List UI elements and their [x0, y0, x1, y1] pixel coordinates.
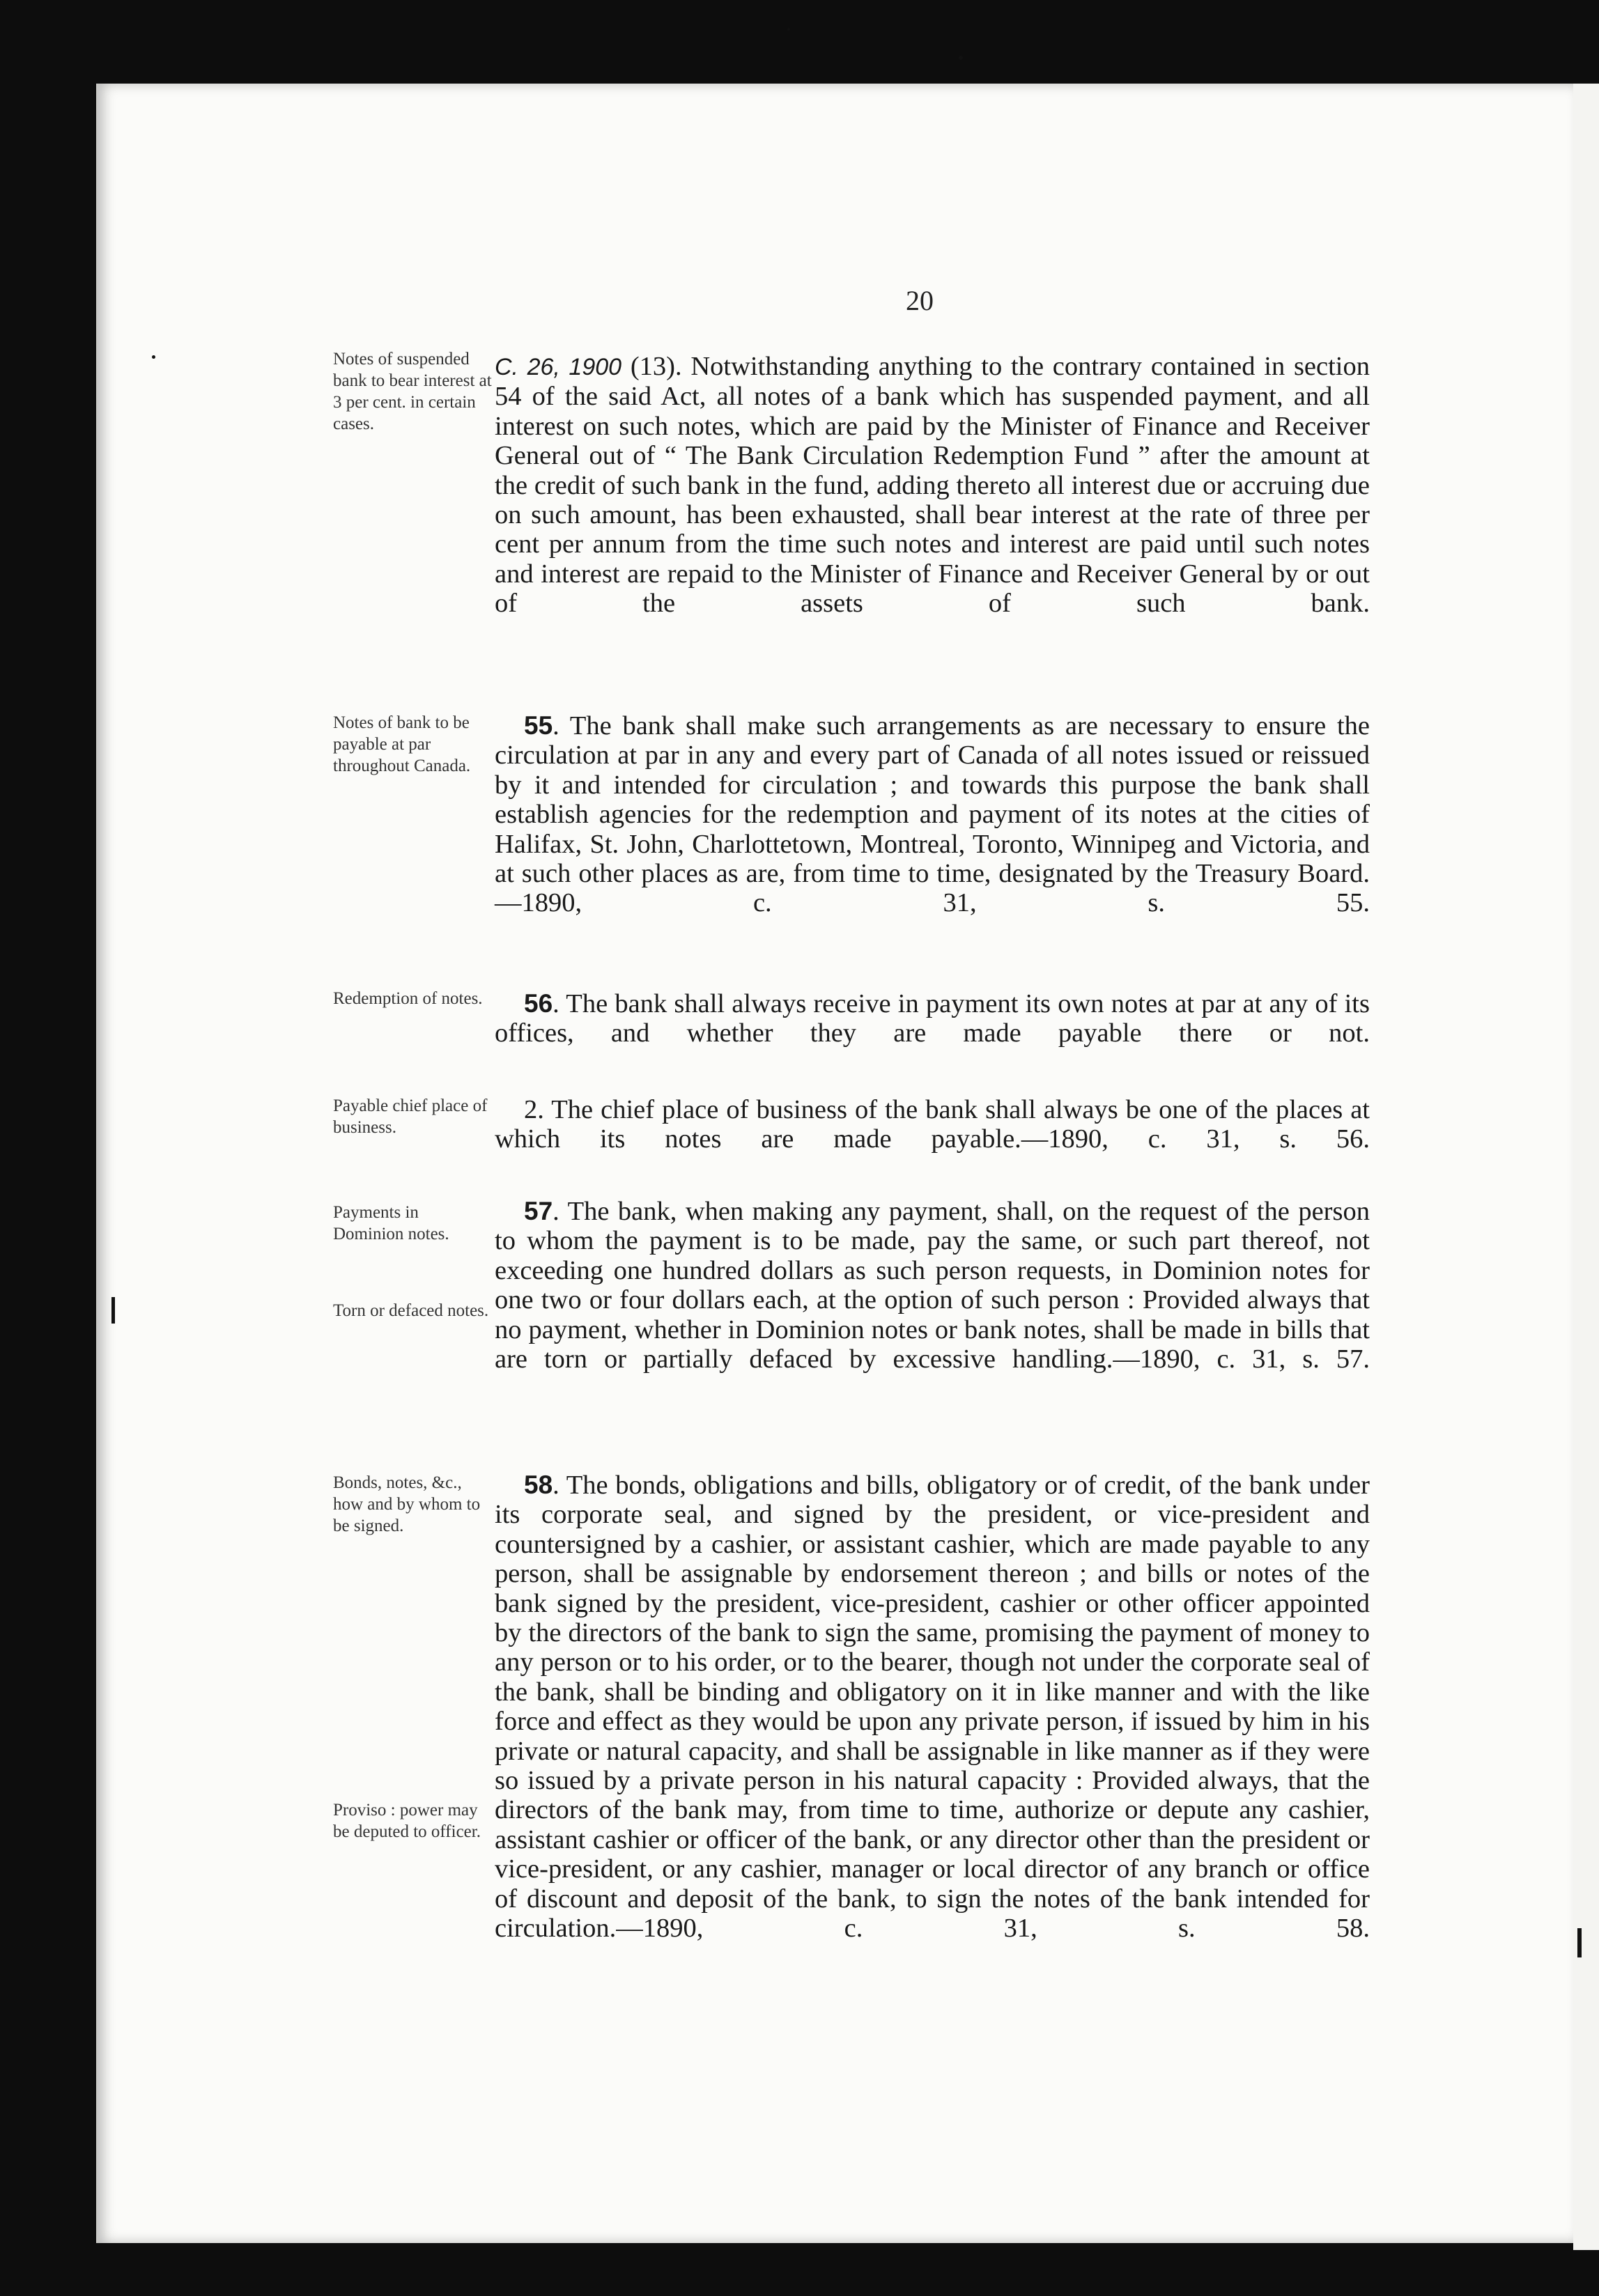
section-56-subsection-2 — [495, 1095, 1370, 1154]
scan-speck — [152, 355, 155, 359]
margin-note-redemption: Redemption of notes. — [333, 989, 483, 1008]
margin-note-bonds-signed: Bonds, notes, &c., how and by whom to be signed. — [333, 1473, 481, 1535]
scan-speck — [1577, 1928, 1582, 1957]
section-58: 58. The bonds, obligations and bills, obligatory or of credit, of the bank under its corporate seal, and signed by the president, or vice-president and countersigned by a cashier, or assistant cashier, which are made payable to any person, shall be assignable by endorsement thereon ; and bills or notes of the bank signed by the president, vice-president, cashier or other officer appointed by the directors of the bank to sign the same, promising the payment of money to any person or to his order, or to the bearer, though not under the corporate seal of the bank, shall be binding and obligatory on it in like manner and with the like force and effect as they would be upon any private person, if issued by him in his private or natural capacity, and shall be assignable in like manner as if they were so issued by a private person in his natural capacity : Provided always, that the directors of the bank may, from time to time, authorize or depute any cashier, assistant cashier or officer of the bank, or any director other than the president or vice-president, or any cashier, manager or local director of any branch or office of discount and deposit of the bank, to sign the notes of the bank intended for circulation.—1890, c. 31, s. 58. — [495, 1471, 1370, 1944]
section-text: The bonds, obligations and bills, obligatory or of credit, of the bank under its corporate seal, and signed by the president, or vice-president and countersigned by a cashier, or assistant cashier, which are made payable to any person, shall be assignable by endorsement thereon ; and bills or notes of the bank signed by the president, vice-president, cashier or other officer appointed by the directors of the bank to sign the same, promising the payment of money to any person or to his order, or to the bearer, though not under the corporate seal of the bank, shall be binding and obligatory on it in like manner and with the like force and effect as they would be upon any private person, if issued by him in his private or natural capacity, and shall be assignable in like manner as if they were so issued by a private person in his natural capacity : Provided always, that the directors of the bank may, from time to time, authorize or depute any cashier, assistant cashier or officer of the bank, or any director other than the president or vice-president, or any cashier, manager or local director of any branch or office of discount and deposit of the bank, to sign the notes of the bank intended for circulation.—1890, c. 31, s. 58. — [495, 1471, 1370, 1944]
statute-citation: C. 26, 1900 — [495, 354, 622, 380]
section-number: 55 — [524, 711, 553, 740]
section-text: The chief place of business of the bank shall always be one of the places at which its notes are made payable.—1890, c. 31, s. 56. — [495, 1095, 1370, 1154]
scan-speck — [959, 56, 963, 60]
section-text: The bank shall always receive in payment its own notes at par at any of its offices, and whether they are made payable there or not. — [495, 989, 1370, 1048]
scan-speck — [787, 28, 790, 31]
margin-note-proviso: Proviso : power may be deputed to officer. — [333, 1801, 481, 1841]
section-57: 57. The bank, when making any payment, shall, on the request of the person to whom the payment is to be made, pay the same, or such part thereof, not exceeding one hundred dollars as such person requests, in Dominion notes for one two or four dollars each, at the option of such person : Provided always that no payment, whether in Dominion notes or bank notes, shall be made in bills that are torn or partially defaced by excessive handling.—1890, c. 31, s. 57. — [495, 1197, 1370, 1374]
scan-speck — [111, 1297, 115, 1324]
section-number: 57 — [524, 1197, 553, 1225]
section-56: 56. The bank shall always receive in payment its own notes at par at any of its offices, and whether they are made payable there or not. — [495, 989, 1370, 1048]
margin-note-torn-notes: Torn or defaced notes. — [333, 1301, 489, 1320]
adjacent-page-strip — [1573, 84, 1599, 2250]
section-text: The bank shall make such arrangements as are necessary to ensure the circulation at par in any and every part of Canada of all notes issued or reissued by it and intended for circulation ; and towards this purpose the bank shall establish agencies for the redemption and payment of its notes at the cities of Halifax, St. John, Charlottetown, Montreal, Toronto, Winnipeg and Victoria, and at such other places as are, from time to time, designated by the Treasury Board.—1890, c. 31, s. 55. — [495, 711, 1370, 918]
subsection-number: 2. — [524, 1095, 544, 1124]
section-text: The bank, when making any payment, shall, on the request of the person to whom the payment is to be made, pay the same, or such part thereof, not exceeding one hundred dollars as such person requests, in Dominion notes for one two or four dollars each, at the option of such person : Provided always that no payment, whether in Dominion notes or bank notes, shall be made in bills that are torn or partially defaced by excessive handling.—1890, c. 31, s. 57. — [495, 1197, 1370, 1374]
paragraph-text: (13). Notwithstanding anything to the contrary contained in section 54 of the said Act, all notes of a bank which has suspended payment, and all interest on such notes, which are paid by the Minister of Finance and Receiver General out of “ The Bank Circulation Redemption Fund ” after the amount at the credit of such bank in the fund, adding thereto all interest due or accruing due on such amount, has been exhausted, shall bear interest at the rate of three per cent per annum from the time such notes and interest are paid until such notes and interest are repaid to the Minister of Finance and Receiver General by or out of the assets of such bank. — [495, 352, 1370, 619]
section-55: 55. The bank shall make such arrangements as are necessary to ensure the circulation at par in any and every part of Canada of all notes issued or reissued by it and intended for circulation ; and towards this purpose the bank shall establish agencies for the redemption and payment of its notes at the cities of Halifax, St. John, Charlottetown, Montreal, Toronto, Winnipeg and Victoria, and at such other places as are, from time to time, designated by the Treasury Board.—1890, c. 31, s. 55. — [495, 711, 1370, 918]
margin-note-chief-place: Payable chief place of business. — [333, 1096, 488, 1137]
paragraph-c26 — [495, 352, 1370, 619]
section-number: 58 — [524, 1471, 553, 1499]
page-number: 20 — [906, 285, 934, 316]
section-number: 56 — [524, 989, 553, 1018]
margin-note-dominion-notes: Payments in Dominion notes. — [333, 1203, 449, 1243]
margin-note-suspended-bank: Notes of suspended bank to bear interest at 3 per cent. in certain cases. — [333, 350, 492, 433]
margin-note-par-circulation: Notes of bank to be payable at par throughout Canada. — [333, 713, 471, 775]
